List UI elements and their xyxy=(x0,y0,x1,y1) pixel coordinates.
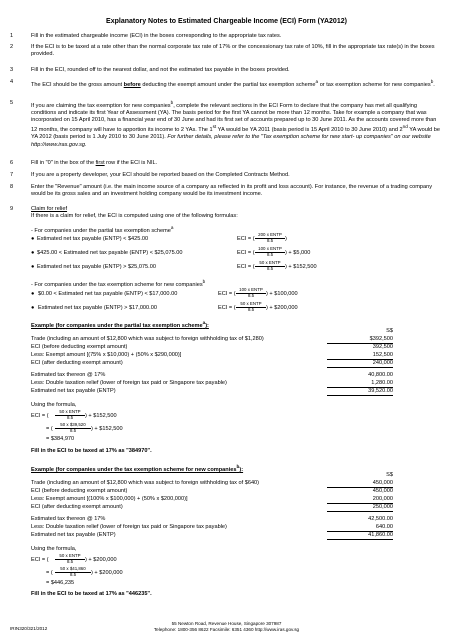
note-text: Enter the "Revenue" amount (i.e. the main income source of a company as reflected in its profit and loss account). For instance, the revenue of a trading company would be its gross sales and an investment holding company would be its investment income. xyxy=(31,184,433,198)
note-text: If the ECI is to be taxed at a rate other than the normal corporate tax rate of 17% or the concessionary tax rate of 10%, fill in the appropriate tax rate(s) in the boxes provided. xyxy=(31,44,435,58)
claim-relief-heading: Claim for relief xyxy=(31,206,68,212)
note-text: Claim for relief If there is a claim for relief, the ECI is computed using one of the following formulas: xyxy=(31,206,238,220)
example-conclusion: Fill in the ECI to be taxed at 17% as "384970". xyxy=(31,448,152,454)
note-number: 1 xyxy=(10,33,14,39)
note-number: 8 xyxy=(10,184,14,190)
note-number: 3 xyxy=(10,67,14,73)
newco-formula-row: ● $0.00 < Estimated net tax payable (ENTP) < $17,000.00 ECI = ( 100 x ENTP 8.5 ) + $100,000 xyxy=(31,287,298,298)
note-text: If you are a property developer, your ECI should be reported based on the Completed Contracts Method. xyxy=(31,172,290,178)
note-text: If you are claiming the tax exemption for new companies$^b$, complete the relevant sections in the ECI Form to declare that the company has met all qualifying conditions and indicate its first Year of Assessment (YA). The basis period for the first YA cannot be more than 12 months. Take for example a company that was incorporated on 15 April 2010, has a financial year end of 30 June and had its first set of accounts prepared up to 30 June 2011. As the accounts covered more than 12 months, the company will have to apportion its income to 2 YAs. The 1st YA would be YA 2011 (basis period is 15 April 2010 to 30 June 2010) and 2nd YA would be YA 2012 (basis period is 1 July 2010 to 30 June 2011). For further details, please refer to the "Tax exemption scheme for new start- up companies" on our website http://www.iras.gov.sg. xyxy=(31,100,440,148)
footer-contact: Telephone: 1800-356 8622 Facsimile: 6351 4360 http://www.iras.gov.sg xyxy=(153,626,300,632)
newco-scheme-intro: - For companies under the tax exemption scheme for new companies$^b$ xyxy=(31,279,206,288)
partial-formula-row: ● Estimated net tax payable (ENTP) > $25,075.00 ECI = ( 50 x ENTP 8.5 ) + $152,500 xyxy=(31,260,317,271)
note-number: 9 xyxy=(10,206,14,212)
note-number: 7 xyxy=(10,172,14,178)
note-number: 4 xyxy=(10,79,14,85)
example-heading: Example (for companies under the partial tax exemption scheme$^a$): xyxy=(31,320,209,329)
partial-scheme-intro: - For companies under the partial tax exemption scheme$^a$ xyxy=(31,225,174,234)
example-heading: Example (for companies under the tax exemption scheme for new companies$^b$): xyxy=(31,464,244,473)
example-conclusion: Fill in the ECI to be taxed at 17% as "446235". xyxy=(31,591,152,597)
note-text: Fill in "0" in the box of the first row if the ECI is NIL. xyxy=(31,160,158,166)
currency-label: S$ xyxy=(386,472,393,478)
footer xyxy=(0,621,453,633)
partial-formula-row: ● $425.00 < Estimated net tax payable (ENTP) < $25,075.00 ECI = ( 100 x ENTP 8.5 ) + $5,000 xyxy=(31,246,311,257)
example-partial-scheme: Example (for companies under the partial tax exemption scheme$^a$): S$ Trade (including an amount of $12,800 which was subject to foreign withholding tax of $1,280) $392,500 ECI (before deducting exempt amount) 392,500 Less: Exempt amount [(75% x $10,000) + (50% x $290,000)] 152,500 ECI (after deducting exempt amount) 240,000 Estimated tax thereon @ 17% 40,800.00 Less: Double taxation relief (lower of foreign tax paid or Singapore tax payable) 1,280.00 Estimated net tax payable (ENTP) 39,520.00 Using the formula, ECI = ( 50 x ENTP 8.5 ) + $152,500 = ( 50 x $39,520 8.5 ) + $152,500 = $384,970 Fill in the ECI to be taxed at 17% as "384970". xyxy=(31,320,393,454)
partial-formula-row: ● Estimated net tax payable (ENTP) < $425.00 ECI = ( 200 x ENTP 8.5 ) xyxy=(31,232,287,243)
footer-address: 55 Newton Road, Revenue House, Singapore 307987 xyxy=(171,621,282,626)
newco-formula-row: ● Estimated net tax payable (ENTP) > $17,000.00 ECI = ( 50 x ENTP 8.5 ) + $200,000 xyxy=(31,301,298,312)
note-text: The ECI should be the gross amount before deducting the exempt amount under the partial tax exemption scheme$^a$ or tax exemption scheme for new companies$^b$. xyxy=(31,79,435,88)
page-title: Explanatory Notes to Estimated Chargeable Income (ECI) Form (YA2012) xyxy=(106,18,347,25)
note-text: Fill in the ECI, rounded off to the nearest dollar, and not the estimated tax payable in the boxes provided. xyxy=(31,67,290,73)
note-number: 2 xyxy=(10,44,14,50)
note-text: Fill in the estimated chargeable income (ECI) in the boxes corresponding to the appropriate tax rates. xyxy=(31,33,282,39)
example-newco-scheme: Example (for companies under the tax exemption scheme for new companies$^b$): S$ Trade (including an amount of $12,800 which was subject to foreign withholding tax of $640) 450,000 ECI (before deducting exempt amount) 450,000 Less: Exempt amount [(100% x $100,000) + (50% x $200,000)] 200,000 ECI (after deducting exempt amount) 250,000 Estimated tax thereon @ 17% 42,500.00 Less: Double taxation relief (lower of foreign tax paid or Singapore tax payable) 640.00 Estimated net tax payable (ENTP) 41,860.00 Using the formula, ECI = ( 50 x ENTP 8.5 ) + $200,000 = ( 50 x $41,860 8.5 ) + $200,000 = $446,235 Fill in the ECI to be taxed at 17% as "446235". xyxy=(31,464,393,597)
note-number: 5 xyxy=(10,100,14,106)
form-code: IRIN320/321/2012 xyxy=(10,626,48,631)
currency-label: S$ xyxy=(386,328,393,334)
note-number: 6 xyxy=(10,160,14,166)
